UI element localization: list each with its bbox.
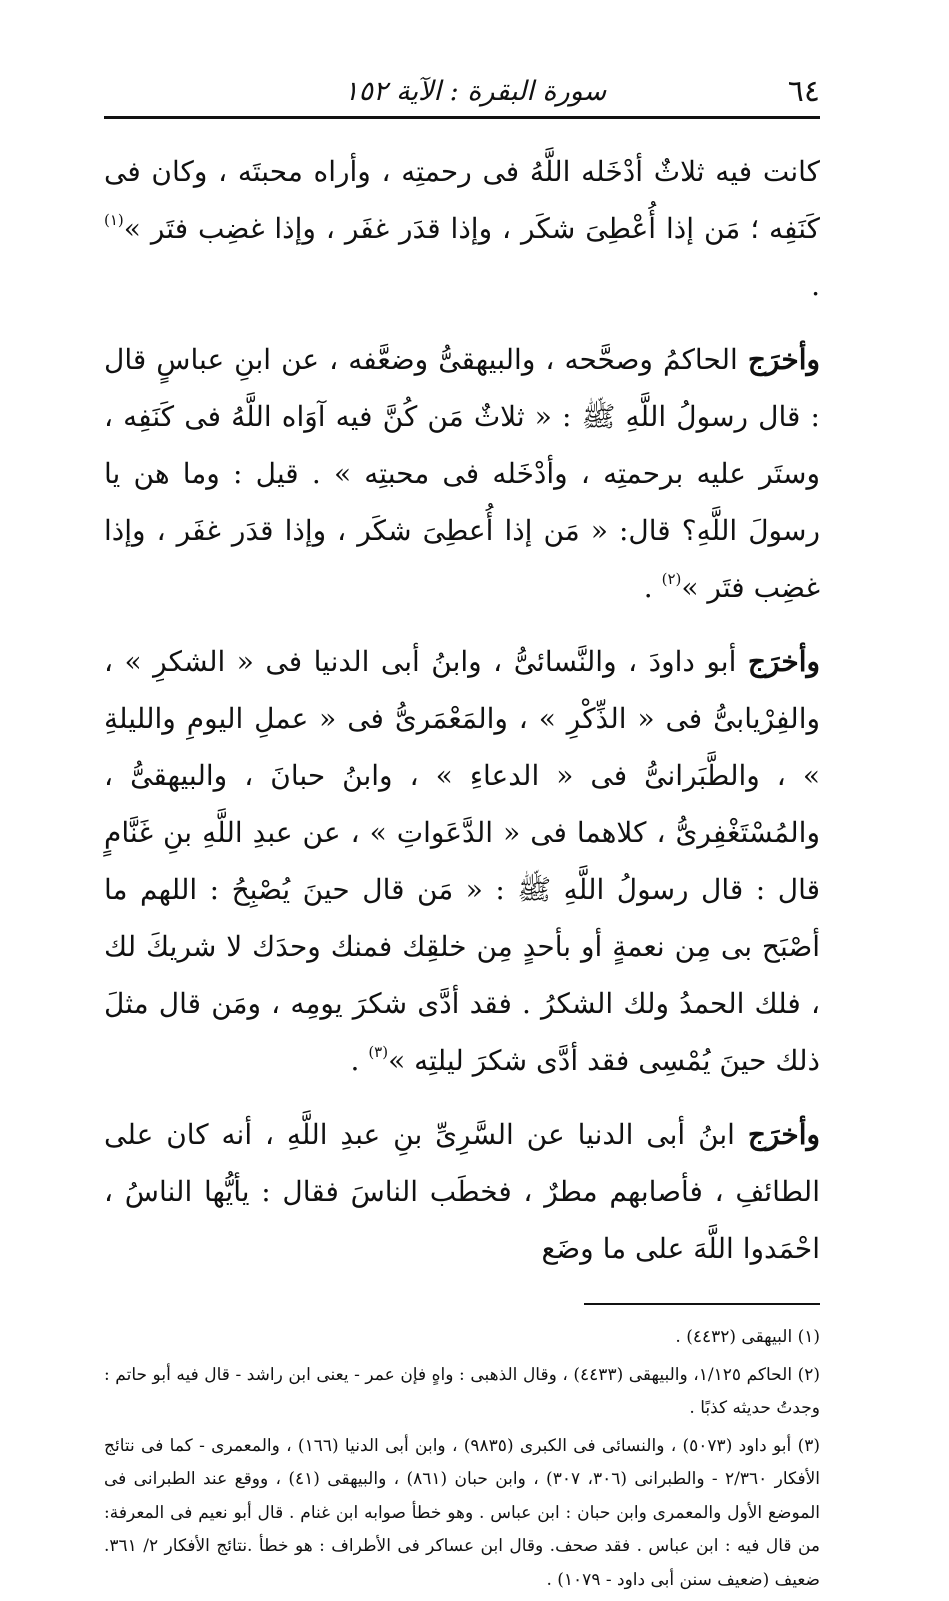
paragraph-end: . bbox=[350, 1044, 369, 1077]
footnote-reference[interactable]: (١) bbox=[104, 211, 124, 229]
paragraph-text: كانت فيه ثلاثٌ أدْخَله اللَّهُ فى رحمتِه ، وأراه محبتَه ، وكان فى كَنَفِه ؛ مَن إذا أُعْطِىَ شكَر ، وإذا قدَر غفَر ، وإذا غضِب فتَر » bbox=[104, 155, 820, 245]
footnote-reference[interactable]: (٣) bbox=[368, 1043, 389, 1061]
header-title: سورة البقرة : الآية ١٥٢ bbox=[344, 76, 607, 107]
paragraph-text: الحاكمُ وصحَّحه ، والبيهقىُّ وضعَّفه ، عن ابنِ عباسٍ قال : قال رسولُ اللَّهِ ﷺ : « ثلاثٌ مَن كُنَّ فيه آوَاه اللَّهُ فى كَنَفِه ، وستَر عليه برحمتِه ، وأدْخَله فى محبتِه » . قيل : وما هن يا رسولَ اللَّهِ؟ قال: « مَن إذا أُعطِىَ شكَر ، وإذا قدَر غفَر ، وإذا غضِب فتَر » bbox=[104, 343, 820, 604]
book-page bbox=[104, 60, 820, 1601]
page-number: ٦٤ bbox=[787, 74, 820, 109]
paragraph-lead: وأخرَج bbox=[747, 645, 820, 678]
footnote-reference[interactable]: (٢) bbox=[661, 570, 682, 588]
paragraph bbox=[104, 633, 820, 1089]
footnote: (٣) أبو داود (٥٠٧٣) ، والنسائى فى الكبرى (٩٨٣٥) ، وابن أبى الدنيا (١٦٦) ، والمعمرى - كما فى نتائج الأفكار ٢/٣٦٠ - والطبرانى (٣٠٦، ٣٠٧) ، وابن حبان (٨٦١) ، والبيهقى (٤١) ، ووقع عند الطبرانى فى الموضع الأول والمعمرى وابن حبان : ابن عباس . وهو خطأ صوابه ابن غنام . قال أبو نعيم فى المعرفة: من قال فيه : ابن عباس . فقد صحف. وقال ابن عساكر فى الأطراف : هو خطأ .نتائج الأفكار ٢/ ٣٦١. ضعيف (ضعيف سنن أبى داود - ١٠٧٩) . bbox=[104, 1435, 820, 1590]
paragraph bbox=[104, 1106, 820, 1277]
paragraph-text: ابنُ أبى الدنيا عن السَّرِىِّ بنِ عبدِ اللَّهِ ، أنه كان على الطائفِ ، فأصابهم مطرٌ ، فخطَب الناسَ فقال : يأيُّها الناسُ ، احْمَدوا اللَّهَ على ما وضَع bbox=[104, 1118, 820, 1265]
paragraph-text: أبو داودَ ، والنَّسائىُّ ، وابنُ أبى الدنيا فى « الشكرِ » ، والفِرْيابىُّ فى « الذِّكْرِ » ، والمَعْمَرىُّ فى « عملِ اليومِ والليلةِ » ، والطَّبَرانىُّ فى « الدعاءِ » ، وابنُ حبانَ ، والبيهقىُّ ، والمُسْتَغْفِرىُّ ، كلاهما فى « الدَّعَواتِ » ، عن عبدِ اللَّهِ بنِ غَنَّامٍ قال : قال رسولُ اللَّهِ ﷺ : « مَن قال حينَ يُصْبِحُ : اللهم ما أصْبَح بى مِن نعمةٍ أو بأحدٍ مِن خلقِك فمنك وحدَك لا شريكَ لك ، فلك الحمدُ ولك الشكرُ . فقد أدَّى شكرَ يومِه ، ومَن قال مثلَ ذلك حينَ يُمْسِى فقد أدَّى شكرَ ليلتِه » bbox=[104, 645, 820, 1077]
main-text bbox=[104, 143, 820, 1277]
paragraph-end: . bbox=[811, 269, 820, 302]
paragraph bbox=[104, 331, 820, 616]
paragraph bbox=[104, 143, 820, 314]
footnote: (٢) الحاكم ١/١٢٥، والبيهقى (٤٤٣٣) ، وقال الذهبى : واهٍ فإن عمر - يعنى ابن راشد - قال فيه أبو حاتم : وجدتُ حديثه كذبًا . bbox=[104, 1364, 821, 1418]
footnotes bbox=[104, 1321, 820, 1597]
running-header bbox=[104, 60, 820, 119]
paragraph-lead: وأخرَج bbox=[747, 1118, 820, 1151]
footnote: (١) البيهقى (٤٤٣٢) . bbox=[675, 1327, 820, 1347]
paragraph-end: . bbox=[643, 571, 662, 604]
footnote-divider bbox=[584, 1303, 820, 1305]
paragraph-lead: وأخرَج bbox=[747, 343, 820, 376]
